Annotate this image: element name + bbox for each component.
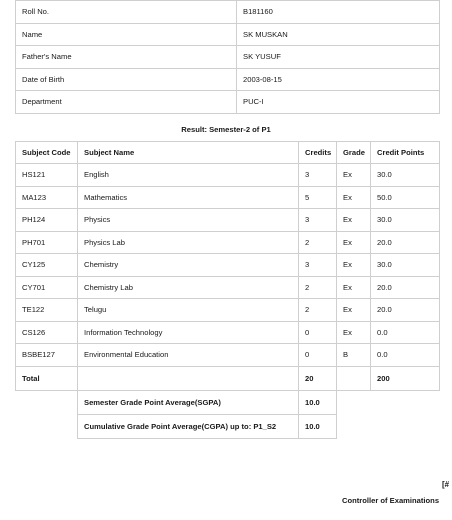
- info-row: [16, 46, 440, 69]
- table-row: [16, 164, 440, 187]
- grade-cell: Ex: [337, 254, 371, 277]
- credits-cell: 2: [299, 231, 337, 254]
- info-value: SK YUSUF: [237, 46, 440, 69]
- subject-code-cell: PH124: [16, 209, 78, 232]
- credit-points-cell: 50.0: [371, 186, 440, 209]
- info-row: [16, 1, 440, 24]
- sgpa-spacer-3: [371, 390, 440, 414]
- cgpa-spacer: [16, 414, 78, 438]
- credits-cell: 5: [299, 186, 337, 209]
- info-value: PUC-I: [237, 91, 440, 114]
- subject-name-cell: Mathematics: [78, 186, 299, 209]
- subject-code-cell: PH701: [16, 231, 78, 254]
- table-row: [16, 276, 440, 299]
- corner-mark: [#: [442, 480, 450, 489]
- credits-cell: 3: [299, 254, 337, 277]
- cgpa-row: [16, 414, 440, 438]
- grade-cell: Ex: [337, 164, 371, 187]
- credit-points-cell: 20.0: [371, 276, 440, 299]
- header-grade: Grade: [337, 142, 371, 164]
- total-label: Total: [16, 366, 78, 390]
- table-row: [16, 321, 440, 344]
- subject-code-cell: CY125: [16, 254, 78, 277]
- student-info-table: [15, 0, 440, 114]
- subject-name-cell: Physics Lab: [78, 231, 299, 254]
- info-label: Department: [16, 91, 237, 114]
- sgpa-value: 10.0: [299, 390, 337, 414]
- grade-cell: B: [337, 344, 371, 367]
- info-label: Father's Name: [16, 46, 237, 69]
- table-row: [16, 299, 440, 322]
- subject-name-cell: Chemistry Lab: [78, 276, 299, 299]
- sgpa-row: [16, 390, 440, 414]
- grade-cell: Ex: [337, 231, 371, 254]
- table-row: [16, 231, 440, 254]
- grade-cell: Ex: [337, 299, 371, 322]
- credits-cell: 3: [299, 164, 337, 187]
- total-credits: 20: [299, 366, 337, 390]
- subject-name-cell: Environmental Education: [78, 344, 299, 367]
- credits-cell: 0: [299, 321, 337, 344]
- info-value: SK MUSKAN: [237, 23, 440, 46]
- table-row: [16, 344, 440, 367]
- header-subject-code: Subject Code: [16, 142, 78, 164]
- subject-name-cell: Information Technology: [78, 321, 299, 344]
- grades-table: [15, 141, 440, 439]
- result-title: Result: Semester-2 of P1: [181, 125, 271, 134]
- info-row: [16, 23, 440, 46]
- credits-cell: 0: [299, 344, 337, 367]
- subject-code-cell: TE122: [16, 299, 78, 322]
- table-row: [16, 254, 440, 277]
- subject-code-cell: MA123: [16, 186, 78, 209]
- info-value: B181160: [237, 1, 440, 24]
- grades-header-row: [16, 142, 440, 164]
- credits-cell: 2: [299, 276, 337, 299]
- grade-cell: Ex: [337, 186, 371, 209]
- subject-name-cell: Physics: [78, 209, 299, 232]
- cgpa-spacer-3: [371, 414, 440, 438]
- table-row: [16, 209, 440, 232]
- info-row: [16, 91, 440, 114]
- header-credits: Credits: [299, 142, 337, 164]
- grade-cell: Ex: [337, 321, 371, 344]
- grade-cell: Ex: [337, 209, 371, 232]
- subject-name-cell: English: [78, 164, 299, 187]
- subject-name-cell: Chemistry: [78, 254, 299, 277]
- info-label: Name: [16, 23, 237, 46]
- credit-points-cell: 0.0: [371, 321, 440, 344]
- subject-code-cell: CS126: [16, 321, 78, 344]
- cgpa-spacer-2: [337, 414, 371, 438]
- cgpa-value: 10.0: [299, 414, 337, 438]
- credit-points-cell: 30.0: [371, 209, 440, 232]
- sgpa-label: Semester Grade Point Average(SGPA): [78, 390, 299, 414]
- total-blank-grade: [337, 366, 371, 390]
- credit-points-cell: 30.0: [371, 254, 440, 277]
- credits-cell: 2: [299, 299, 337, 322]
- credit-points-cell: 20.0: [371, 231, 440, 254]
- cgpa-label: Cumulative Grade Point Average(CGPA) up to: P1_S2: [78, 414, 299, 438]
- credits-cell: 3: [299, 209, 337, 232]
- subject-code-cell: BSBE127: [16, 344, 78, 367]
- subject-code-cell: HS121: [16, 164, 78, 187]
- table-row: [16, 186, 440, 209]
- info-row: [16, 68, 440, 91]
- info-label: Roll No.: [16, 1, 237, 24]
- grade-cell: Ex: [337, 276, 371, 299]
- header-subject-name: Subject Name: [78, 142, 299, 164]
- subject-name-cell: Telugu: [78, 299, 299, 322]
- header-credit-points: Credit Points: [371, 142, 440, 164]
- credit-points-cell: 30.0: [371, 164, 440, 187]
- credit-points-cell: 0.0: [371, 344, 440, 367]
- info-label: Date of Birth: [16, 68, 237, 91]
- sgpa-spacer-2: [337, 390, 371, 414]
- total-credit-points: 200: [371, 366, 440, 390]
- total-blank: [78, 366, 299, 390]
- total-row: [16, 366, 440, 390]
- controller-signature-label: Controller of Examinations: [342, 496, 440, 505]
- sgpa-spacer: [16, 390, 78, 414]
- subject-code-cell: CY701: [16, 276, 78, 299]
- info-value: 2003-08-15: [237, 68, 440, 91]
- credit-points-cell: 20.0: [371, 299, 440, 322]
